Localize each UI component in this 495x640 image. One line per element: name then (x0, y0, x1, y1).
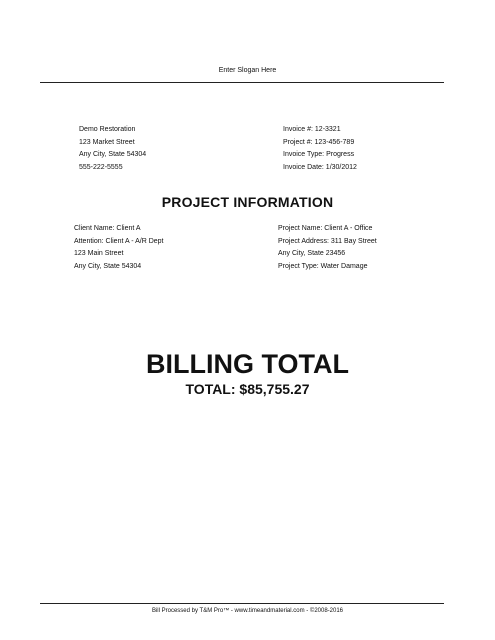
project-address: Project Address: 311 Bay Street (278, 237, 377, 245)
project-block (278, 223, 377, 274)
client-city: Any City, State 54304 (74, 263, 142, 271)
invoice-block (283, 124, 357, 175)
invoice-type: Invoice Type: Progress (283, 151, 355, 159)
billing-total-title: BILLING TOTAL (146, 349, 349, 379)
header-divider (40, 82, 444, 83)
project-name: Project Name: Client A - Office (278, 225, 373, 232)
company-phone: 555-222-5555 (79, 164, 123, 172)
company-street: 123 Market Street (79, 138, 135, 146)
invoice-number: Invoice #: 12-3321 (283, 126, 341, 133)
client-name: Client Name: Client A (74, 225, 141, 232)
project-type: Project Type: Water Damage (278, 263, 368, 271)
footer-text: Bill Processed by T&M Pro™ - www.timeandmaterial.com - ©2008-2016 (151, 608, 344, 614)
footer-divider (40, 603, 444, 604)
client-attention: Attention: Client A - A/R Dept (74, 237, 164, 245)
client-street: 123 Main Street (74, 250, 124, 258)
company-name: Demo Restoration (79, 126, 136, 133)
invoice-date: Invoice Date: 1/30/2012 (283, 164, 357, 172)
project-number: Project #: 123-456-789 (283, 138, 355, 146)
project-city: Any City, State 23456 (278, 250, 346, 258)
project-information-title: PROJECT INFORMATION (161, 194, 334, 210)
company-block (79, 124, 146, 175)
client-block (74, 223, 164, 274)
company-city: Any City, State 54304 (79, 151, 147, 159)
slogan: Enter Slogan Here (218, 67, 277, 74)
billing-total-amount: TOTAL: $85,755.27 (185, 381, 310, 397)
